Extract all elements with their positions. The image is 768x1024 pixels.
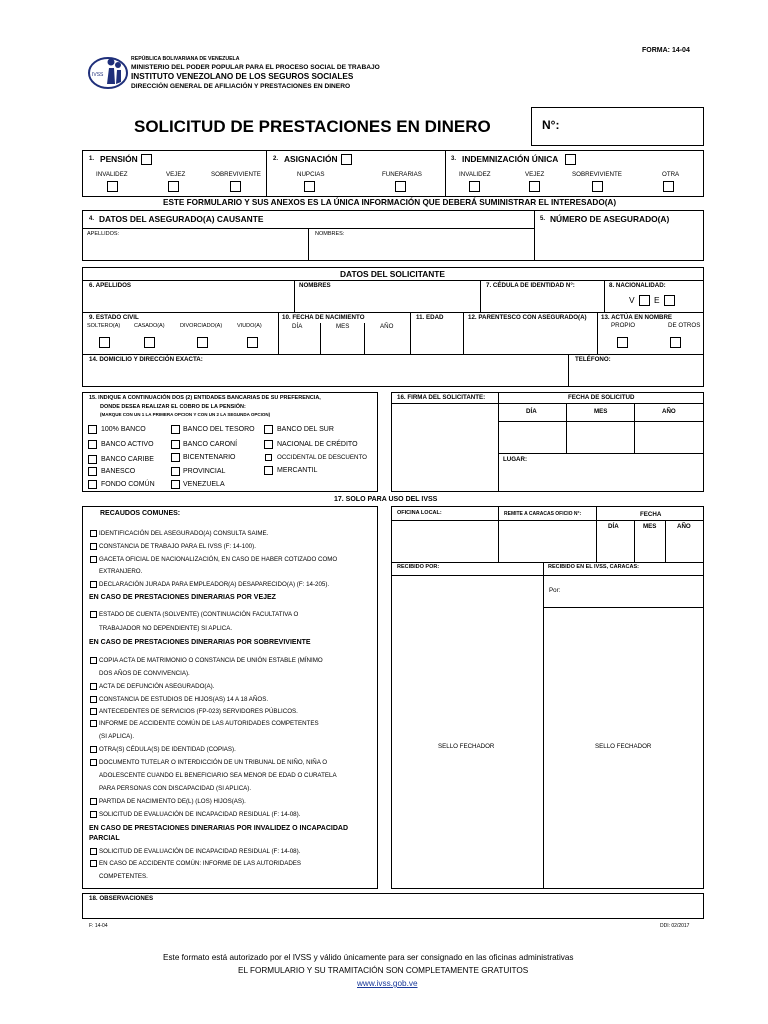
asegurado-nombres-input[interactable] bbox=[310, 238, 532, 259]
pension-vejez-checkbox[interactable] bbox=[168, 181, 179, 192]
recaudo-checkbox[interactable] bbox=[90, 530, 97, 537]
recaudo-checkbox[interactable] bbox=[90, 746, 97, 753]
org-line-3: INSTITUTO VENEZOLANO DE LOS SEGUROS SOCIALES bbox=[131, 72, 354, 81]
asignacion-nupcias-checkbox[interactable] bbox=[304, 181, 315, 192]
indemnizacion-label: INDEMNIZACIÓN ÚNICA bbox=[462, 154, 559, 164]
civil-divorciado-checkbox[interactable] bbox=[197, 337, 208, 348]
recaudo-checkbox[interactable] bbox=[90, 543, 97, 550]
recaudo-checkbox[interactable] bbox=[90, 581, 97, 588]
banco-checkbox[interactable] bbox=[264, 440, 273, 449]
actua-otros-checkbox[interactable] bbox=[670, 337, 681, 348]
recaudo-checkbox[interactable] bbox=[90, 860, 97, 867]
logo-text: IVSS bbox=[92, 72, 104, 78]
recaudo-checkbox[interactable] bbox=[90, 556, 97, 563]
banco-checkbox[interactable] bbox=[264, 466, 273, 475]
banco-checkbox[interactable] bbox=[171, 440, 180, 449]
domicilio-input[interactable] bbox=[84, 365, 566, 385]
nombres-field-label: NOMBRES: bbox=[315, 231, 345, 237]
recaudo-checkbox[interactable] bbox=[90, 611, 97, 618]
indem-invalidez-checkbox[interactable] bbox=[469, 181, 480, 192]
numero-asegurado-label: NÚMERO DE ASEGURADO(A) bbox=[550, 214, 670, 224]
ivss-website-link[interactable]: www.ivss.gob.ve bbox=[357, 979, 418, 988]
recaudo-checkbox[interactable] bbox=[90, 708, 97, 715]
org-line-1: REPÚBLICA BOLIVARIANA DE VENEZUELA bbox=[131, 56, 240, 62]
pension-invalidez-checkbox[interactable] bbox=[107, 181, 118, 192]
notice: ESTE FORMULARIO Y SUS ANEXOS ES LA ÚNICA INFORMACIÓN QUE DEBERÁ SUMINISTRAR EL INTERESADO(A) bbox=[163, 198, 617, 207]
indem-vejez-checkbox[interactable] bbox=[529, 181, 540, 192]
banco-checkbox[interactable] bbox=[264, 425, 273, 434]
indem-sobreviviente-checkbox[interactable] bbox=[592, 181, 603, 192]
numero-label: N°: bbox=[542, 118, 560, 132]
recaudo-checkbox[interactable] bbox=[90, 657, 97, 664]
apellidos-field-label: APELLIDOS: bbox=[87, 231, 120, 237]
recaudo-checkbox[interactable] bbox=[90, 848, 97, 855]
banco-checkbox[interactable] bbox=[88, 467, 97, 476]
asignacion-checkbox[interactable] bbox=[341, 154, 352, 165]
recaudos-title: RECAUDOS COMUNES: bbox=[100, 510, 181, 517]
recaudo-checkbox[interactable] bbox=[90, 811, 97, 818]
banco-checkbox[interactable] bbox=[171, 453, 180, 462]
asegurado-title: DATOS DEL ASEGURADO(A) CAUSANTE bbox=[99, 214, 264, 224]
banco-checkbox[interactable] bbox=[88, 440, 97, 449]
civil-casado-checkbox[interactable] bbox=[144, 337, 155, 348]
firma-input[interactable] bbox=[393, 405, 496, 490]
footer-line-1: Este formato está autorizado por el IVSS y válido únicamente para ser consignado en las oficinas administrativas bbox=[163, 953, 574, 962]
observaciones-section[interactable] bbox=[82, 893, 704, 919]
asignacion-label: ASIGNACIÓN bbox=[284, 154, 338, 164]
org-line-4: DIRECCIÓN GENERAL DE AFILIACIÓN Y PRESTACIONES EN DINERO bbox=[131, 83, 351, 90]
sello-fechador-1: SELLO FECHADOR bbox=[438, 743, 495, 750]
asegurado-apellidos-input[interactable] bbox=[84, 238, 306, 259]
uso-ivss-title: 17. SOLO PARA USO DEL IVSS bbox=[334, 496, 438, 503]
nacionalidad-e-checkbox[interactable] bbox=[664, 295, 675, 306]
telefono-input[interactable] bbox=[570, 365, 702, 385]
banco-checkbox[interactable] bbox=[88, 425, 97, 434]
actua-propio-checkbox[interactable] bbox=[617, 337, 628, 348]
numero-asegurado-input[interactable] bbox=[536, 228, 702, 259]
banco-checkbox[interactable] bbox=[171, 425, 180, 434]
indemnizacion-checkbox[interactable] bbox=[565, 154, 576, 165]
recaudo-checkbox[interactable] bbox=[90, 720, 97, 727]
nacionalidad-v-checkbox[interactable] bbox=[639, 295, 650, 306]
recaudo-checkbox[interactable] bbox=[90, 798, 97, 805]
page-title: SOLICITUD DE PRESTACIONES EN DINERO bbox=[134, 117, 491, 136]
asignacion-funerarias-checkbox[interactable] bbox=[395, 181, 406, 192]
org-line-2: MINISTERIO DEL PODER POPULAR PARA EL PROCESO SOCIAL DE TRABAJO bbox=[131, 64, 380, 71]
civil-viudo-checkbox[interactable] bbox=[247, 337, 258, 348]
pension-label: PENSIÓN bbox=[100, 154, 138, 164]
recaudo-checkbox[interactable] bbox=[90, 683, 97, 690]
pension-sobreviviente-checkbox[interactable] bbox=[230, 181, 241, 192]
banco-checkbox[interactable] bbox=[171, 480, 180, 489]
civil-soltero-checkbox[interactable] bbox=[99, 337, 110, 348]
banco-checkbox[interactable] bbox=[88, 455, 97, 464]
pension-checkbox[interactable] bbox=[141, 154, 152, 165]
footer-line-2: EL FORMULARIO Y SU TRAMITACIÓN SON COMPLETAMENTE GRATUITOS bbox=[238, 966, 529, 975]
sello-fechador-2: SELLO FECHADOR bbox=[595, 743, 652, 750]
recaudo-checkbox[interactable] bbox=[90, 696, 97, 703]
banco-checkbox[interactable] bbox=[171, 467, 180, 476]
solicitante-title: DATOS DEL SOLICITANTE bbox=[340, 269, 445, 279]
recaudo-checkbox[interactable] bbox=[90, 759, 97, 766]
banco-checkbox[interactable] bbox=[265, 454, 272, 461]
ivss-logo bbox=[87, 54, 129, 90]
banco-checkbox[interactable] bbox=[88, 480, 97, 489]
indem-otra-checkbox[interactable] bbox=[663, 181, 674, 192]
form-code: FORMA: 14-04 bbox=[642, 47, 690, 54]
